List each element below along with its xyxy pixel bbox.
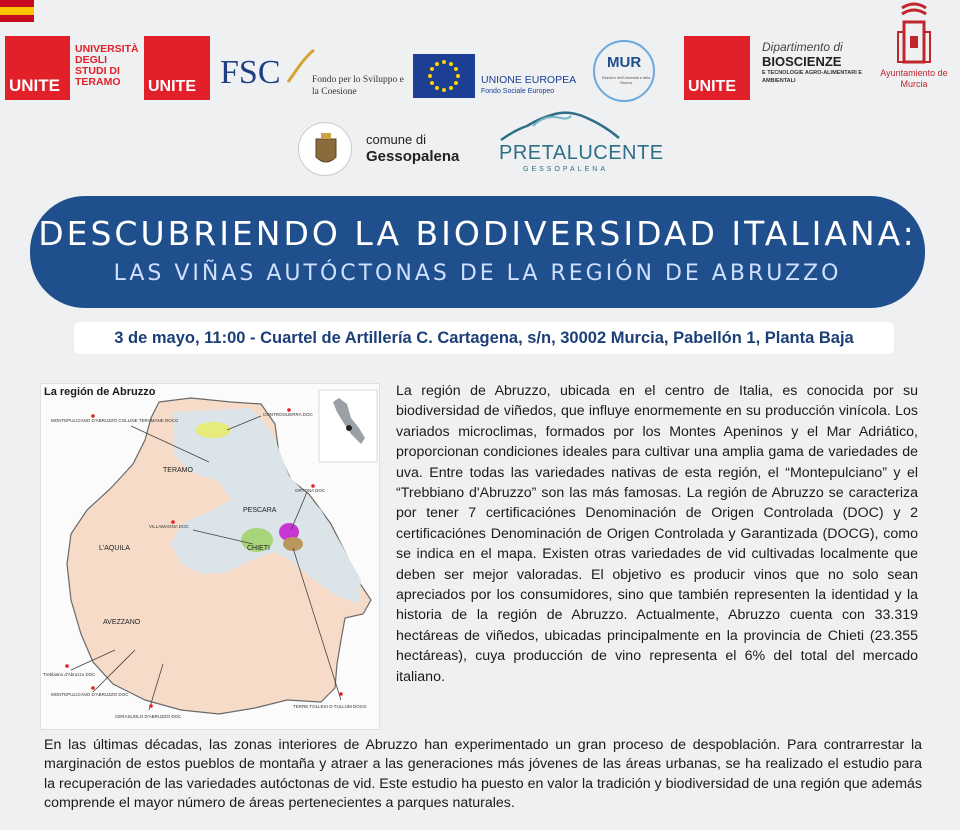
paragraph-main: La región de Abruzzo, ubicada en el centro de Italia, es conocida por su biodiversidad de viñedos, que influye enormemente en su producción vinícola. Los variados microclimas, formados por los Montes Apeninos y el Mar Adriático, proporcionan condiciones ideales para cultivar una amplia gama de variedades de uva. Entre todas las variedades nativas de esta región, el “Montepulciano” y el “Trebbiano d'Abruzzo” son las más famosas. La región de Abruzzo se caracteriza por tener 7 certificaciónes Denominación de Origen Controlada (DOC) y 2 certificaciónes Denominación de Origen Controlada y Garantizada (DOCG), como se indica en el mapa. Existen otras variedades de vid cultivadas localmente que deben ser mejor valoradas. El objetivo es producir vinos que no solo sean apreciados por los consumidores, sino que también representen la identidad y la historia de la región de Abruzzo. Actualmente, Abruzzo cuenta con 33.319 hectáreas de viñedos, ubicadas principalmente en la provincia de Chieti (23.355 hectáreas), cuya producción de vino representa el 6% del total del mercado italiano.: [396, 383, 918, 685]
mur-ring: [593, 40, 655, 102]
spain-flag-icon: [0, 0, 34, 22]
eu-sub: Fondo Sociale Europeo: [481, 88, 555, 95]
dipartimento-bioscienze-logo: [762, 40, 872, 100]
controguerra-area: [195, 422, 231, 438]
unite-teramo-logo: [5, 36, 138, 100]
mountain-icon: [495, 108, 625, 144]
gessopalena-logo: [298, 122, 468, 178]
eu-name: UNIONE EUROPEA: [481, 74, 577, 86]
city-avezzano: AVEZZANO: [103, 619, 141, 626]
city-teramo: TERAMO: [163, 467, 193, 474]
gessopalena-crest-icon: [298, 122, 352, 176]
unite-name: UNIVERSITÀ DEGLI STUDI DI TERAMO: [75, 43, 139, 88]
murcia-crest-icon: [894, 2, 934, 64]
mur-sub: Ministero dell'Università e della Ricerca: [601, 76, 651, 85]
label-ortona: ORTONA DOC: [295, 488, 326, 493]
event-info: 3 de mayo, 11:00 - Cuartel de Artillería C. Cartagena, s/n, 30002 Murcia, Pabellón 1, Planta Baja: [74, 322, 894, 354]
dip-line3: E TECNOLOGIE AGRO-ALIMENTARI E AMBIENTALI: [762, 70, 862, 84]
dip-line1: Dipartimento di: [762, 40, 843, 54]
fsc-logo: [220, 48, 410, 98]
murcia-name: Ayuntamiento de Murcia: [880, 68, 948, 89]
murcia-logo: [874, 2, 954, 100]
label-montepulciano-colline: MONTEPULCIANO D'ABRUZZO COLLINE TERAMANE DOCG: [51, 418, 179, 423]
abruzzo-inset-marker: [346, 425, 352, 431]
city-pescara: PESCARA: [243, 507, 277, 514]
unite-mark: UNITE: [5, 36, 70, 100]
mur-mark: MUR: [607, 54, 642, 71]
comune-line2: Gessopalena: [366, 148, 460, 165]
city-chieti: CHIETI: [247, 545, 270, 552]
label-montepulciano: MONTEPULCIANO D'ABRUZZO DOC: [51, 692, 129, 697]
label-villamagna: VILLAMAGNA DOC: [149, 524, 189, 529]
eu-logo: [413, 54, 578, 98]
pretalucente-logo: [495, 108, 664, 178]
pretalucente-name: PRETALUCENTE: [499, 142, 664, 164]
abruzzo-map: [40, 383, 380, 730]
unite-logo-3: UNITE: [684, 36, 750, 100]
dip-line2: BIOSCIENZE: [762, 54, 842, 69]
map-title: La región de Abruzzo: [44, 386, 156, 398]
mur-logo: [591, 40, 661, 102]
label-cerasuolo: CERASUOLO D'ABRUZZO DOC: [115, 714, 182, 719]
comune-line1: comune di: [366, 132, 426, 147]
eu-flag-icon: [413, 54, 475, 98]
fsc-name: Fondo per lo Sviluppo e la Coesione: [312, 75, 404, 97]
city-laquila: L'AQUILA: [99, 545, 130, 552]
subtitle: LAS VIÑAS AUTÓCTONAS DE LA REGIÓN DE ABRUZZO: [113, 261, 842, 286]
label-tullum: TERRE TOLLESI O TULLUM DOCG: [293, 704, 367, 709]
label-trebbiano: Trebbiano d'Abruzzo DOC: [43, 672, 96, 677]
unite-logo-2: UNITE: [144, 36, 210, 100]
paragraph-bottom: En las últimas décadas, las zonas interiores de Abruzzo han experimentado un gran proceso de despoblación. Para contrarrestar la marginación de estos pueblos de montaña y atraer a las generaciones más jóvenes de las áreas urbanas, se ha realizado el estudio para la recuperación de las variedades autóctonas de vid. Este estudio ha puesto en valor la tradición y biodiversidad de una región que además comprende el mayor número de áreas pertenecientes a parques naturales.: [44, 737, 922, 812]
label-controguerra: CONTROGUERRA DOC: [263, 412, 313, 417]
main-title: DESCUBRIENDO LA BIODIVERSIDAD ITALIANA:: [38, 214, 917, 253]
title-banner: [30, 196, 925, 308]
pretalucente-sub: GESSOPALENA: [523, 166, 609, 173]
fsc-mark: FSC: [220, 54, 281, 91]
map-svg: [41, 384, 381, 731]
